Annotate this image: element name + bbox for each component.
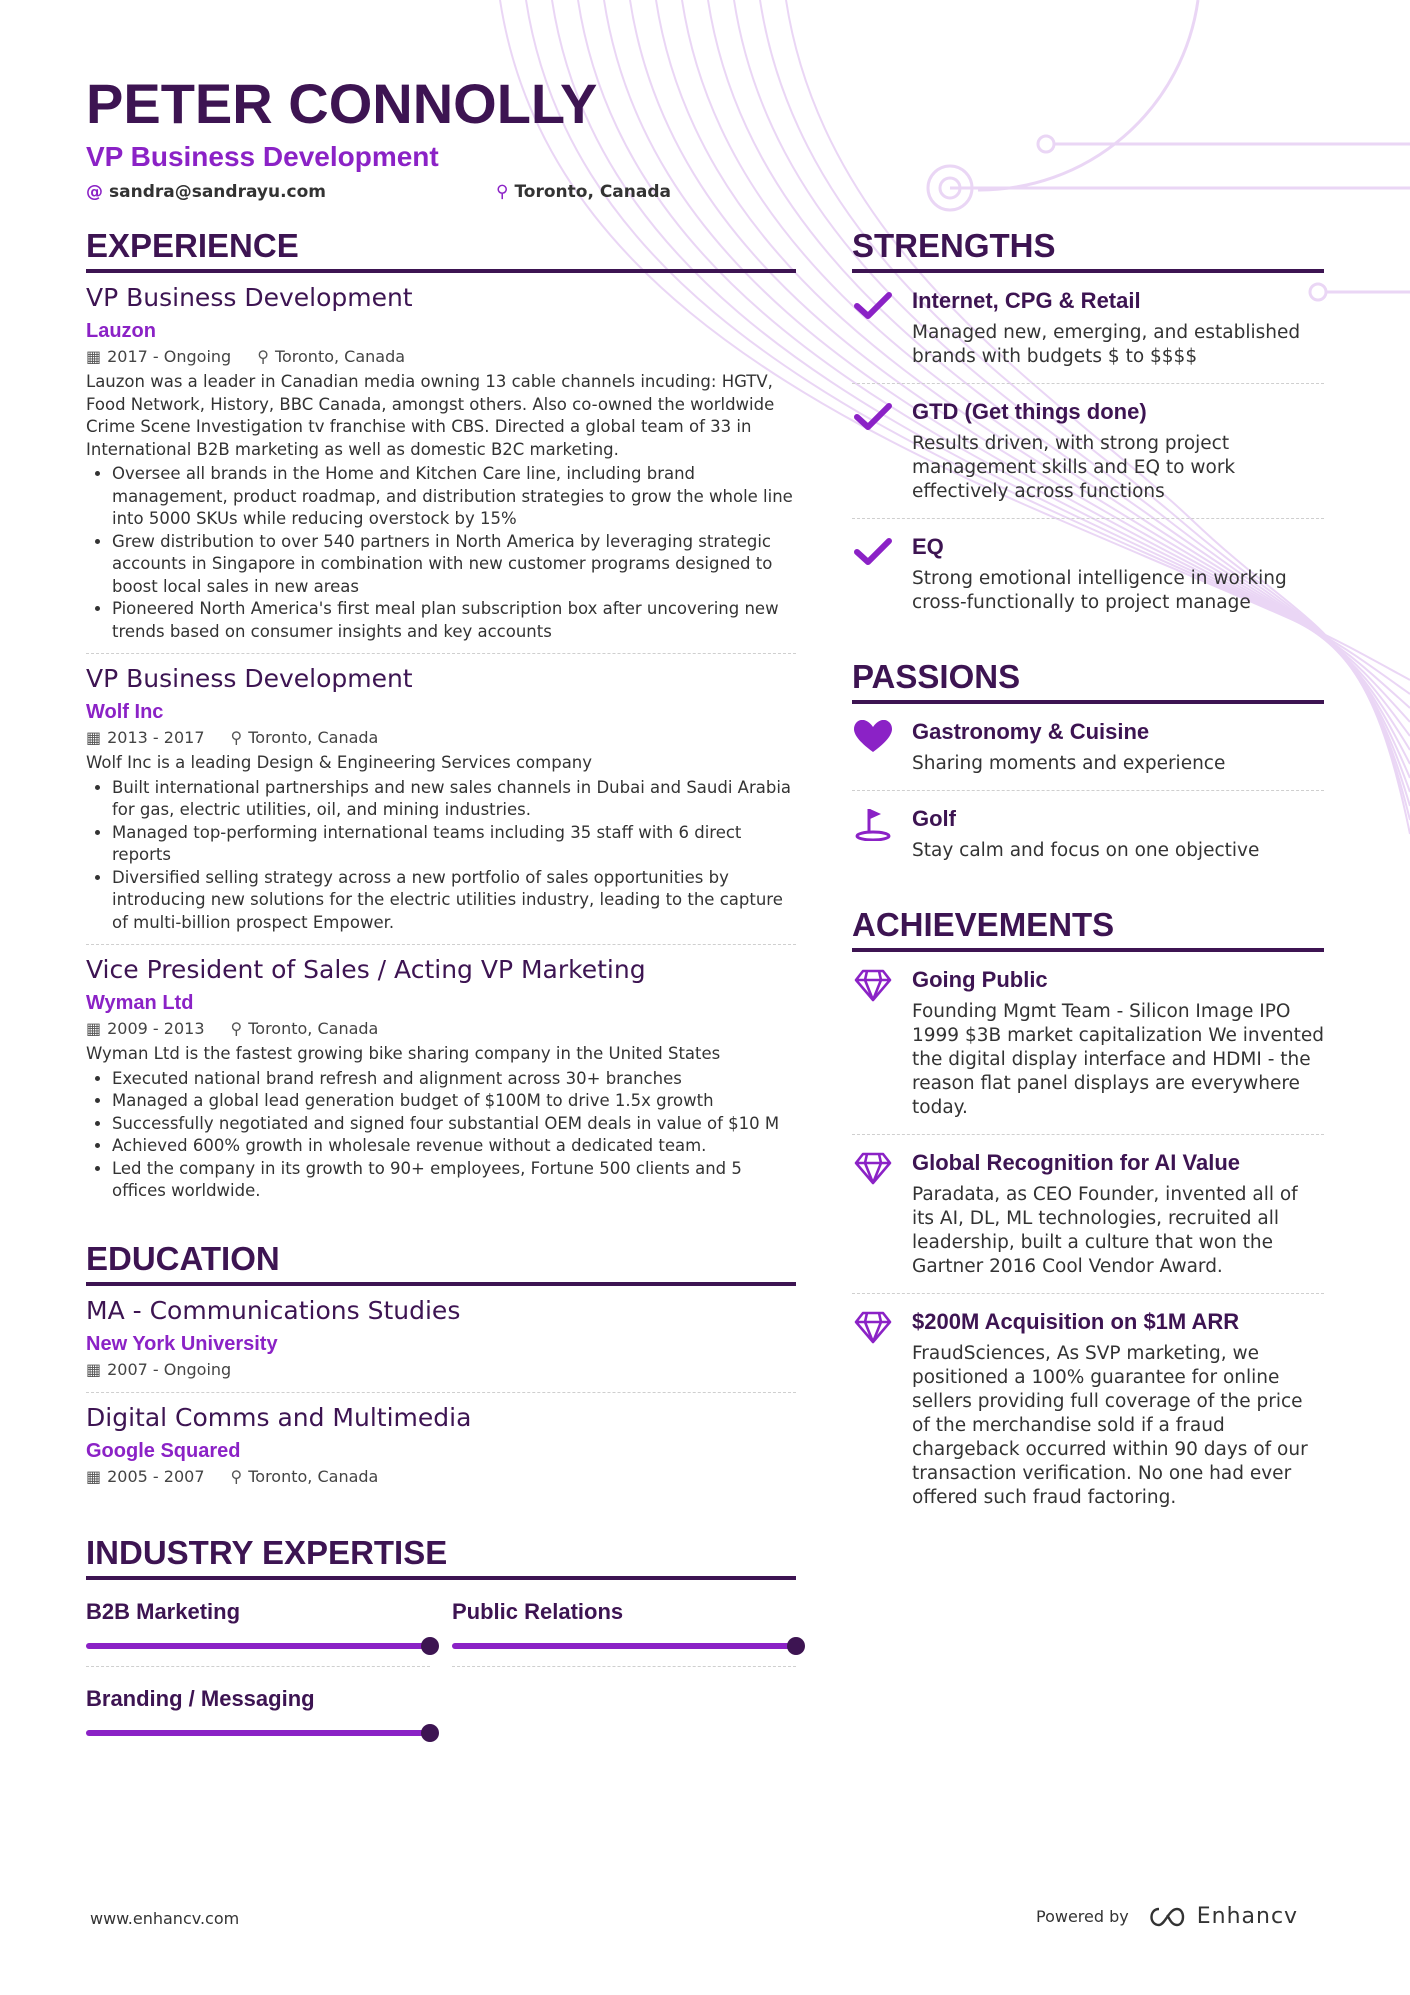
- passion-item: [852, 791, 1324, 877]
- education-entry: [86, 1286, 796, 1393]
- date-range: [86, 726, 205, 750]
- entry-meta: [86, 345, 796, 369]
- left-column: [86, 226, 796, 1771]
- location-text: Toronto, Canada: [248, 728, 379, 747]
- section-title-strengths: STRENGTHS: [852, 226, 1324, 273]
- email-link[interactable]: sandra@sandrayu.com: [109, 182, 327, 202]
- experience-entry: [86, 273, 796, 654]
- location-pin-icon: ⚲: [496, 182, 509, 202]
- achievement-item: [852, 952, 1324, 1135]
- experience-entry: [86, 654, 796, 945]
- job-description: Wyman Ltd is the fastest growing bike sharing company in the United States: [86, 1044, 721, 1063]
- passion-item: [852, 704, 1324, 791]
- strength-item: [852, 273, 1324, 384]
- job-description: Lauzon was a leader in Canadian media owning 13 cable channels incuding: HGTV, Food Network, History, BBC Canada, amongst others. Also co-owned the worldwide Crime Scene Investigation tv franchise with CBS. Directed a global team of 33 in International B2B marketing as well as domestic B2C marketing.: [86, 372, 775, 459]
- strength-item-text: Strong emotional intelligence in working cross-functionally to project manage: [912, 568, 1287, 613]
- strength-item-title: GTD (Get things done): [912, 399, 1147, 424]
- expertise-level-bar: [86, 1725, 430, 1741]
- bullet-item: • Successfully negotiated and signed four substantial OEM deals in value of $10 M: [112, 1113, 796, 1136]
- resume-header: [86, 72, 846, 206]
- achievement-item-title: Global Recognition for AI Value: [912, 1150, 1240, 1175]
- achievement-item-text: FraudSciences, As SVP marketing, we positioned a 100% guarantee for online sellers providing full coverage of the price of the merchandise sold if a fraud chargeback occurred within 90 days of our transaction verification. No one had ever offered such fraud factoring.: [912, 1343, 1308, 1508]
- achievement-bullets: [86, 463, 796, 643]
- entry-meta: [86, 1358, 796, 1382]
- expertise-bar-knob: [421, 1724, 439, 1742]
- section-title-experience: EXPERIENCE: [86, 226, 796, 273]
- expertise-item: [452, 1598, 796, 1667]
- section-title-education: EDUCATION: [86, 1239, 796, 1286]
- degree-title: MA - Communications Studies: [86, 1295, 461, 1325]
- education-list: [86, 1286, 796, 1499]
- strength-item: [852, 519, 1324, 629]
- calendar-icon: ▦: [86, 728, 102, 747]
- experience-list: [86, 273, 796, 1213]
- entry-meta: [86, 1465, 796, 1489]
- heart-icon: [854, 720, 892, 754]
- location-text: Toronto, Canada: [514, 182, 671, 202]
- calendar-icon: ▦: [86, 347, 102, 366]
- bullet-item: • Oversee all brands in the Home and Kitchen Care line, including brand management, product roadmap, and distribution strategies to grow the whole line into 5000 SKUs while reducing overstock by 15%: [112, 463, 796, 531]
- company-name: Lauzon: [86, 320, 156, 342]
- section-title-passions: PASSIONS: [852, 657, 1324, 704]
- check-icon: [854, 400, 892, 434]
- passion-item-title: Gastronomy & Cuisine: [912, 719, 1150, 744]
- achievement-item-title: $200M Acquisition on $1M ARR: [912, 1309, 1240, 1334]
- job-title: VP Business Development: [86, 283, 413, 312]
- achievement-item-text: Founding Mgmt Team - Silicon Image IPO 1999 $3B market capitalization We invented the digital display interface and HDMI - the reason flat panel displays are everywhere today.: [912, 1001, 1325, 1118]
- diamond-icon: [854, 1151, 892, 1185]
- expertise-bar-fill: [86, 1643, 430, 1649]
- strength-item-title: EQ: [912, 534, 944, 559]
- diamond-icon: [854, 1310, 892, 1344]
- date-text: 2007 - Ongoing: [107, 1359, 232, 1379]
- expertise-level-bar: [452, 1638, 796, 1654]
- bullet-item: • Executed national brand refresh and alignment across 30+ branches: [112, 1068, 796, 1091]
- entry-location: [257, 345, 405, 369]
- section-title-achievements: ACHIEVEMENTS: [852, 905, 1324, 952]
- calendar-icon: ▦: [86, 1019, 102, 1038]
- job-title: VP Business Development: [86, 664, 413, 693]
- calendar-icon: ▦: [86, 1466, 102, 1486]
- expertise-label: Branding / Messaging: [86, 1685, 315, 1711]
- expertise-label: B2B Marketing: [86, 1598, 241, 1624]
- school-name: New York University: [86, 1332, 278, 1355]
- bullet-item: • Built international partnerships and new sales channels in Dubai and Saudi Arabia for gas, electric utilities, oil, and mining industries.: [112, 777, 796, 822]
- at-icon: @: [86, 182, 103, 202]
- location-text: Toronto, Canada: [248, 1019, 379, 1038]
- contact-info: [86, 182, 846, 206]
- company-name: Wolf Inc: [86, 701, 164, 723]
- right-column: [852, 226, 1324, 1524]
- bullet-item: • Led the company in its growth to 90+ employees, Fortune 500 clients and 5 offices worldwide.: [112, 1158, 796, 1203]
- job-title: Vice President of Sales / Acting VP Marketing: [86, 955, 646, 984]
- expertise-label: Public Relations: [452, 1598, 624, 1624]
- passion-item-title: Golf: [912, 806, 956, 831]
- school-name: Google Squared: [86, 1439, 241, 1462]
- achievement-item-title: Going Public: [912, 967, 1048, 992]
- expertise-item: [86, 1598, 430, 1667]
- achievement-item-text: Paradata, as CEO Founder, invented all of its AI, DL, ML technologies, recruited all leadership, built a culture that won the Gartner 2016 Cool Vendor Award.: [912, 1184, 1298, 1277]
- diamond-icon: [854, 968, 892, 1002]
- footer-branding: [1036, 1904, 1298, 1929]
- location-pin-icon: ⚲: [230, 1466, 243, 1486]
- date-text: 2005 - 2007: [107, 1466, 205, 1486]
- date-text: 2013 - 2017: [107, 728, 205, 747]
- expertise-bar-fill: [452, 1643, 796, 1649]
- bullet-item: • Pioneered North America's first meal plan subscription box after uncovering new trends based on consumer insights and key accounts: [112, 598, 796, 643]
- experience-entry: [86, 945, 796, 1213]
- bullet-item: • Achieved 600% growth in wholesale revenue without a dedicated team.: [112, 1135, 796, 1158]
- enhancv-logo[interactable]: [1145, 1904, 1298, 1929]
- date-range: [86, 1465, 205, 1489]
- enhancv-brand-text: Enhancv: [1196, 1904, 1299, 1929]
- entry-meta: [86, 1017, 796, 1041]
- expertise-bar-knob: [787, 1637, 805, 1655]
- entry-location: [231, 726, 379, 750]
- expertise-level-bar: [86, 1638, 430, 1654]
- industry-expertise-list: [86, 1598, 796, 1771]
- bullet-item: • Diversified selling strategy across a new portfolio of sales opportunities by introducing new solutions for the electric utilities industry, leading to the capture of multi-billion prospect Empower.: [112, 867, 796, 935]
- entry-location: [231, 1465, 379, 1489]
- expertise-bar-fill: [86, 1730, 430, 1736]
- company-name: Wyman Ltd: [86, 992, 194, 1014]
- bullet-item: • Managed top-performing international teams including 35 staff with 6 direct reports: [112, 822, 796, 867]
- check-icon: [854, 535, 892, 569]
- location-pin-icon: ⚲: [230, 1019, 243, 1038]
- location-pin-icon: ⚲: [230, 728, 243, 747]
- date-range: [86, 345, 231, 369]
- candidate-title: VP Business Development: [86, 141, 439, 172]
- bullet-item: • Managed a global lead generation budget of $100M to drive 1.5x growth: [112, 1090, 796, 1113]
- date-range: [86, 1017, 205, 1041]
- expertise-bar-knob: [421, 1637, 439, 1655]
- date-range: [86, 1358, 231, 1382]
- strength-item-text: Results driven, with strong project management skills and EQ to work effectively across functions: [912, 433, 1236, 502]
- golf-flag-icon: [854, 807, 892, 841]
- powered-by-text: Powered by: [1036, 1907, 1129, 1926]
- entry-location: [231, 1017, 379, 1041]
- education-entry: [86, 1393, 796, 1499]
- passion-item-text: Sharing moments and experience: [912, 753, 1226, 774]
- entry-meta: [86, 726, 796, 750]
- strength-item-title: Internet, CPG & Retail: [912, 288, 1141, 313]
- calendar-icon: ▦: [86, 1359, 102, 1379]
- achievement-item: [852, 1135, 1324, 1294]
- achievements-list: [852, 952, 1324, 1524]
- expertise-item: [86, 1685, 430, 1753]
- location-pin-icon: ⚲: [257, 347, 269, 366]
- passions-list: [852, 704, 1324, 877]
- date-text: 2017 - Ongoing: [107, 347, 232, 366]
- strength-item: [852, 384, 1324, 519]
- degree-title: Digital Comms and Multimedia: [86, 1402, 472, 1432]
- strengths-list: [852, 273, 1324, 629]
- bullet-item: • Grew distribution to over 540 partners in North America by leveraging strategic accounts in Singapore in combination with new customer programs designed to boost local sales in new areas: [112, 531, 796, 599]
- achievement-item: [852, 1294, 1324, 1524]
- passion-item-text: Stay calm and focus on one objective: [912, 840, 1260, 861]
- candidate-name: PETER CONNOLLY: [86, 72, 598, 135]
- date-text: 2009 - 2013: [107, 1019, 205, 1038]
- strength-item-text: Managed new, emerging, and established brands with budgets $ to $$$$: [912, 322, 1301, 367]
- footer-website[interactable]: www.enhancv.com: [90, 1909, 240, 1928]
- achievement-bullets: [86, 1068, 796, 1203]
- location-text: Toronto, Canada: [274, 347, 406, 366]
- job-description: Wolf Inc is a leading Design & Engineering Services company: [86, 753, 593, 772]
- section-title-industry-expertise: INDUSTRY EXPERTISE: [86, 1533, 796, 1580]
- achievement-bullets: [86, 777, 796, 935]
- enhancv-logo-icon: [1145, 1905, 1191, 1929]
- check-icon: [854, 289, 892, 323]
- location-text: Toronto, Canada: [248, 1466, 379, 1486]
